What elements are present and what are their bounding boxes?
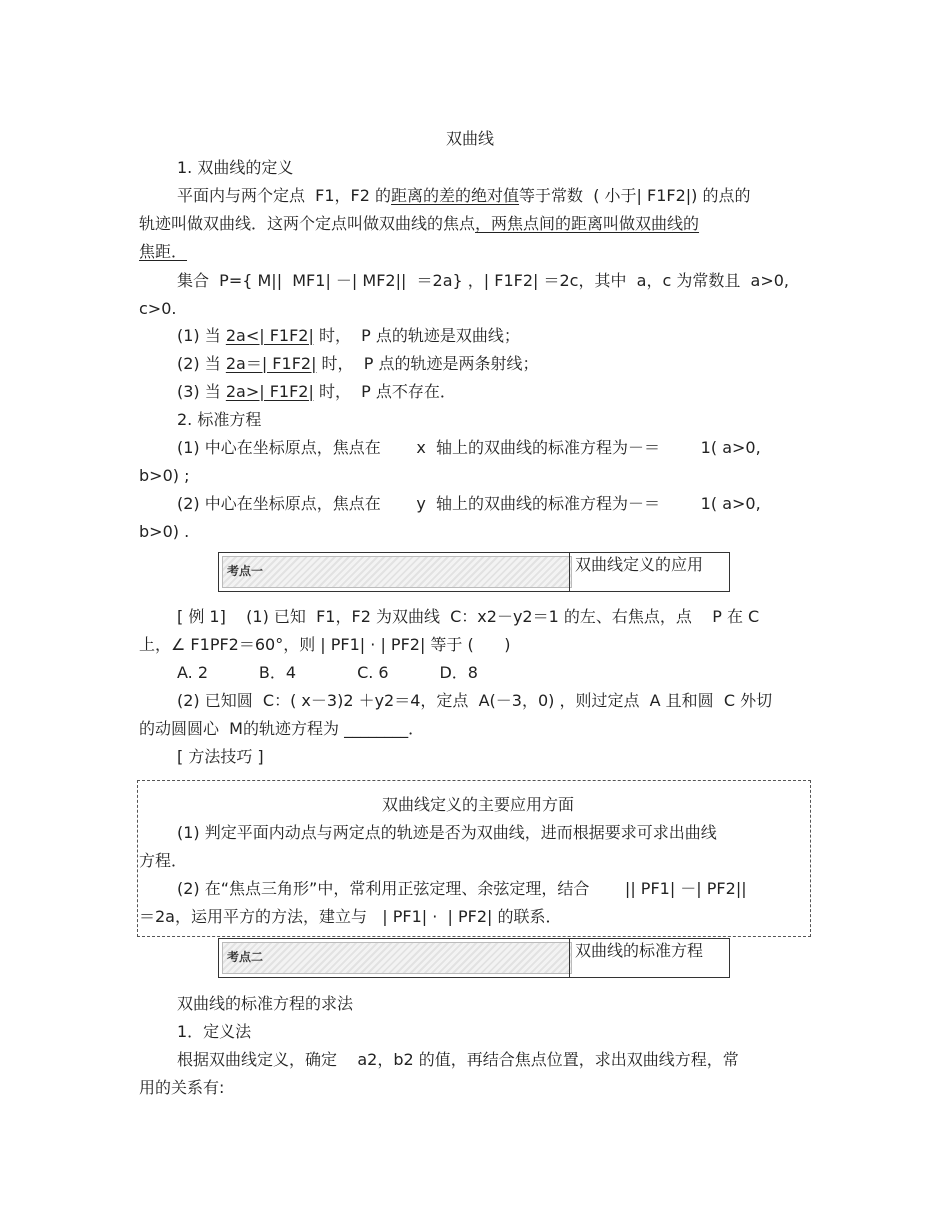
tip-box-title: 双曲线定义的主要应用方面 (382, 795, 575, 814)
kaodian-1-title: 双曲线定义的应用 (575, 555, 704, 574)
set-definition-line-2: c>0. (139, 299, 177, 318)
page-title: 双曲线 (446, 129, 495, 148)
definition-line-2: 轨迹叫做双曲线．这两个定点叫做双曲线的焦点，两焦点间的距离叫做双曲线的 (139, 214, 700, 233)
kaodian-1-banner (218, 552, 730, 592)
example-part-2-line-1: (2) 已知圆 C：( x－3)2 ＋y2＝4，定点 A(－3，0) ，则过定点 A 且和圆 C 外切 (177, 691, 773, 710)
equation-x-axis-line-1: (1) 中心在坐标原点，焦点在 x 轴上的双曲线的标准方程为－＝ 1( a>0, (177, 438, 761, 457)
kaodian-2-tag: 考点二 (222, 942, 572, 974)
case-3: (3) 当 2a>| F1F2| 时， P 点不存在． (177, 382, 456, 401)
set-definition-line-1: 集合 P={ M|| MF1| －| MF2|| ＝2a} ，| F1F2| ＝2c，其中 a，c 为常数且 a>0, (177, 271, 789, 290)
banner-divider (569, 553, 570, 591)
underlined-term-distance-difference: 距离的差的绝对值 (391, 186, 520, 205)
tip-point-2-line-2: ＝2a，运用平方的方法，建立与 | PF1| · | PF2| 的联系． (139, 907, 562, 926)
example-line-1: [ 例 1] (1) 已知 F1，F2 为双曲线 C：x2－y2＝1 的左、右焦点，点 P 在 C (177, 607, 760, 626)
method-paragraph-line-2: 用的关系有: (139, 1078, 225, 1097)
kaodian-2-title: 双曲线的标准方程 (575, 941, 704, 960)
tip-point-2-line-1: (2) 在“焦点三角形”中，常利用正弦定理、余弦定理，结合 || PF1| －| PF2|| (177, 879, 747, 898)
example-part-2-line-2: 的动圆圆心 M的轨迹方程为 ________． (139, 719, 425, 738)
banner-divider (569, 939, 570, 977)
equation-y-axis-line-1: (2) 中心在坐标原点，焦点在 y 轴上的双曲线的标准方程为－＝ 1( a>0, (177, 494, 761, 513)
tip-point-1-line-1: (1) 判定平面内动点与两定点的轨迹是否为双曲线，进而根据要求可求出曲线 (177, 823, 717, 842)
answer-blank: ________ (344, 719, 409, 738)
example-choices: A. 2 B．4 C. 6 D．8 (177, 663, 478, 682)
definition-line-1: 平面内与两个定点 F1，F2 的距离的差的绝对值等于常数 ( 小于| F1F2|) 的点的 (177, 186, 751, 205)
kaodian-1-tag: 考点一 (222, 556, 572, 588)
case-2: (2) 当 2a＝| F1F2| 时， P 点的轨迹是两条射线； (177, 354, 539, 373)
section-3-intro: 双曲线的标准方程的求法 (177, 994, 354, 1013)
equation-y-axis-line-2: b>0) . (139, 522, 190, 541)
section-heading-definition: 1. 双曲线的定义 (177, 158, 294, 177)
section-heading-standard-equation: 2. 标准方程 (177, 410, 262, 429)
method-tips-label: [ 方法技巧 ] (177, 747, 264, 766)
kaodian-2-banner (218, 938, 730, 978)
definition-line-3: 焦距． (139, 242, 188, 261)
example-line-2: 上，∠ F1PF2＝60°，则 | PF1| · | PF2| 等于 ( ) (139, 635, 511, 654)
method-paragraph-line-1: 根据双曲线定义，确定 a2，b2 的值，再结合焦点位置，求出双曲线方程，常 (177, 1050, 739, 1069)
tip-point-1-line-2: 方程． (139, 851, 188, 870)
method-definition-heading: 1．定义法 (177, 1022, 252, 1041)
case-1: (1) 当 2a<| F1F2| 时， P 点的轨迹是双曲线； (177, 326, 520, 345)
underlined-term-focal-distance: ，两焦点间的距离叫做双曲线的 (475, 214, 700, 233)
equation-x-axis-line-2: b>0) ; (139, 466, 190, 485)
